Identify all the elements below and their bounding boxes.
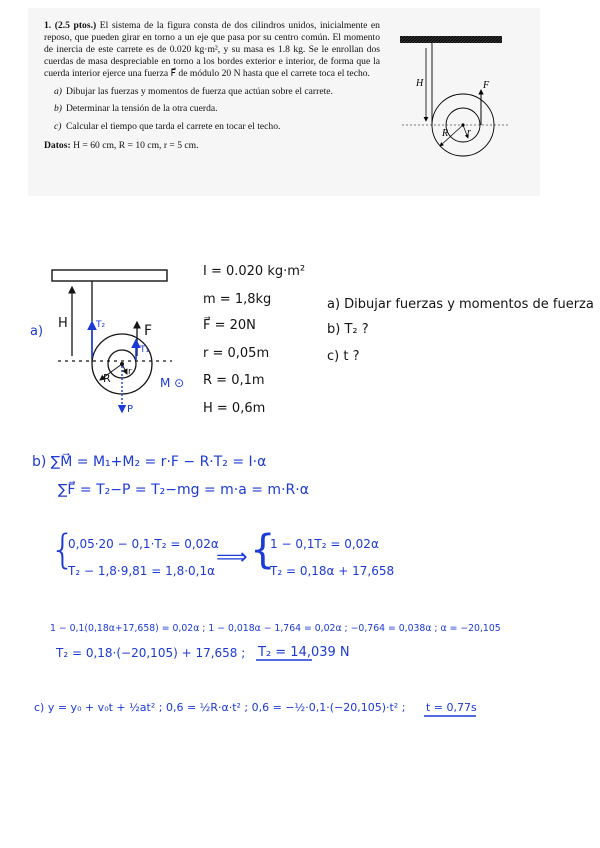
ask-b: b) T₂ ? bbox=[327, 322, 369, 337]
ask-c: c) t ? bbox=[327, 349, 360, 364]
hw-label-a: a) bbox=[30, 324, 44, 339]
sys-right-eq2: T₂ = 0,18α + 17,658 bbox=[270, 564, 395, 578]
hw-label-T1: T₁ bbox=[140, 345, 150, 355]
hw-label-P: P bbox=[127, 404, 134, 415]
hw-label-F: F bbox=[144, 323, 153, 339]
c-result: t = 0,77s bbox=[426, 701, 477, 714]
given-mass: m = 1,8kg bbox=[203, 292, 272, 307]
ceiling bbox=[400, 36, 502, 43]
hw-label-moment: M ⊙ bbox=[160, 376, 185, 390]
data-line: Datos: H = 60 cm, R = 10 cm, r = 5 cm. bbox=[44, 140, 199, 152]
c-line: c) y = y₀ + v₀t + ½at² ; 0,6 = ½R·α·t² ; 0,6 = −½·0,1·(−20,105)·t² ; bbox=[34, 701, 406, 714]
given-r: r = 0,05m bbox=[203, 346, 270, 361]
hw-label-H: H bbox=[58, 316, 68, 331]
hw-ceiling bbox=[52, 270, 167, 281]
sys-arrow: ⟹ bbox=[216, 545, 248, 570]
given-H: H = 0,6m bbox=[203, 401, 266, 416]
hw-label-r: r bbox=[128, 367, 132, 377]
statement-text: El sistema de la figura consta de dos cilindros unidos, inicialmente en reposo, que pueden girar en torno a un eje que pasa por su centro común. El momento de inercia de este carrete es de 0.020 kg·m², y su masa es 1.8 kg. Se le enrollan dos cuerdas de masa despreciable en torno a los bordes exterior e interior, de forma que la cuerda interior ejerce una fuerza F⃗ de módulo 20 N hasta que el carrete toca el techo. bbox=[44, 20, 380, 79]
fig-label-F: F⃗ bbox=[483, 80, 497, 91]
fig-label-r: r bbox=[467, 127, 471, 138]
sys-left-eq2: T₂ − 1,8·9,81 = 1,8·0,1α bbox=[68, 564, 216, 578]
hw-radius-r bbox=[122, 364, 127, 374]
given-R: R = 0,1m bbox=[203, 373, 265, 388]
problem-number: 1. bbox=[44, 20, 52, 31]
given-inertia: I = 0.020 kg·m² bbox=[203, 264, 306, 279]
solve-alpha-line: 1 − 0,1(0,18α+17,658) = 0,02α ; 1 − 0,018α − 1,764 = 0,02α ; −0,764 = 0,038α ; α = −20,105 bbox=[50, 623, 501, 634]
sys-left-eq1: 0,05·20 − 0,1·T₂ = 0,02α bbox=[68, 537, 219, 551]
item-b: b) Determinar la tensión de la otra cuerda. bbox=[54, 103, 218, 115]
b-line-forces: ∑F⃗ = T₂−P = T₂−mg = m·a = m·R·α bbox=[58, 482, 309, 498]
item-a: a) Dibujar las fuerzas y momentos de fuerza que actúan sobre el carrete. bbox=[54, 85, 333, 97]
fig-label-R: R bbox=[442, 128, 449, 139]
ask-a: a) Dibujar fuerzas y momentos de fuerza bbox=[327, 297, 594, 312]
sys-right-eq1: 1 − 0,1T₂ = 0,02α bbox=[270, 537, 379, 551]
hw-label-R: R bbox=[103, 372, 111, 385]
t2-calc: T₂ = 0,18·(−20,105) + 17,658 ; bbox=[56, 646, 246, 660]
sys-brace-left: { bbox=[50, 527, 76, 573]
t2-result: T₂ = 14,039 N bbox=[258, 645, 350, 660]
given-force: F⃗ = 20N bbox=[203, 318, 256, 333]
item-c: c) Calcular el tiempo que tarda el carrete en tocar el techo. bbox=[54, 121, 281, 133]
b-line-moments: b) ∑M⃗ = M₁+M₂ = r·F − R·T₂ = I·α bbox=[32, 454, 267, 470]
hw-label-T2: T₂ bbox=[96, 320, 106, 330]
sys-brace-right: { bbox=[250, 527, 276, 573]
problem-points: (2.5 ptos.) bbox=[54, 20, 97, 31]
fig-label-H: H bbox=[416, 78, 424, 89]
